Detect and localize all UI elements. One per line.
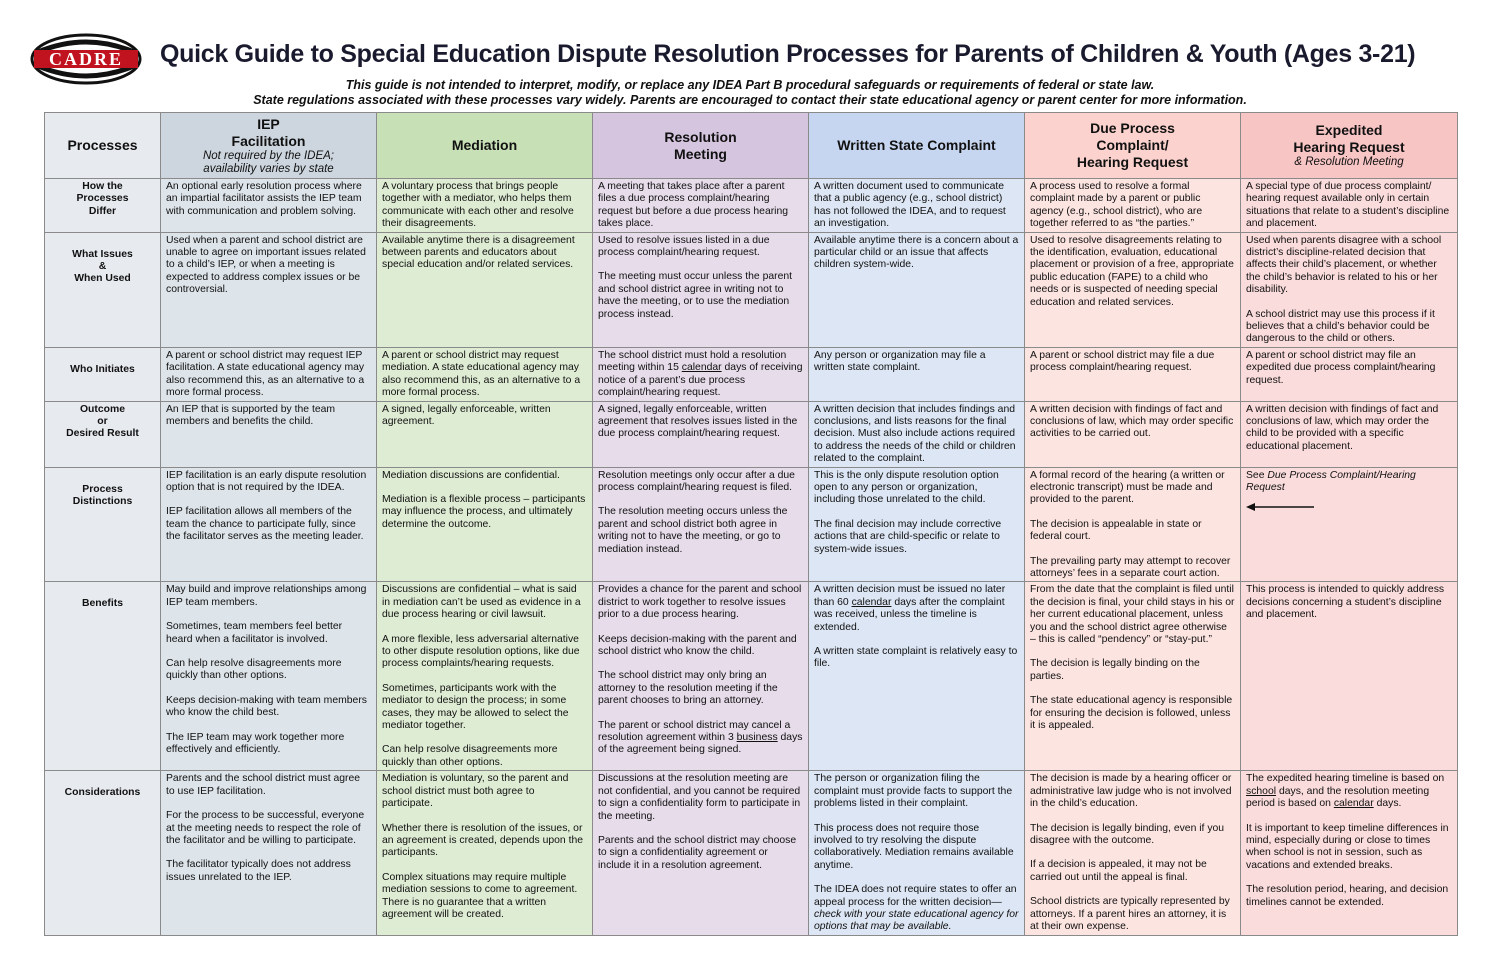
cell-issues-resolution: Used to resolve issues listed in a due process complaint/hearing request. The meeting must occur unless the parent and school district agree in writing not to have the meeting, or to use the mediation process instead. [593, 232, 809, 347]
cell-distinctions-due-process: A formal record of the hearing (a written or electronic transcript) must be made and provided to the parent. The decision is appealable in state or federal court. The prevailing party may attempt to recover attorneys’ fees in a separate court action. [1025, 467, 1241, 582]
cell-initiates-mediation: A parent or school district may request mediation. A state educational agency may also recommend this, as an alternative to a more formal process. [377, 347, 593, 401]
cell-considerations-iep: Parents and the school district must agree to use IEP facilitation. For the process to be successful, everyone at the meeting needs to respect the role of the facilitator and be willing to participate. The facilitator typically does not address issues unrelated to the IEP. [161, 771, 377, 935]
header-mediation: Mediation [377, 113, 593, 179]
header-expedited [1241, 113, 1458, 179]
cell-benefits-due-process: From the date that the complaint is filed until the decision is final, your child stays in his or her current educational placement, unless you and the school district agree otherwise – this is called “pendency” or “stay-put.” The decision is legally binding on the parties. The state educational agency is responsible for ensuring the decision is followed, unless it is appealed. [1025, 582, 1241, 771]
header-exp-line2: Hearing Request [1293, 139, 1405, 155]
row-considerations [45, 771, 1458, 935]
cell-distinctions-wsc: This is the only dispute resolution option open to any person or organization, including those unrelated to the child. The final decision may include corrective actions that are child-specific or relate to system-wide issues. [809, 467, 1025, 582]
row-how-differ [45, 179, 1458, 233]
header-iep-line2: Facilitation [231, 132, 306, 149]
cell-issues-wsc: Available anytime there is a concern about a particular child or an issue that affects children system-wide. [809, 232, 1025, 347]
cell-outcome-mediation: A signed, legally enforceable, written agreement. [377, 401, 593, 467]
cell-initiates-resolution: The school district must hold a resolution meeting within 15 calendar days of receiving notice of a parent’s due process complaint/hearing request. [593, 347, 809, 401]
row-label-outcome: Outcome or Desired Result [45, 401, 161, 467]
cell-distinctions-resolution: Resolution meetings only occur after a due process complaint/hearing request is filed. The resolution meeting occurs unless the parent and school district both agree in writing not to have the meeting, or go to mediation instead. [593, 467, 809, 582]
header-res-line2: Meeting [674, 145, 727, 162]
cell-outcome-resolution: A signed, legally enforceable, written agreement that resolves issues listed in the due process complaint/hearing request. [593, 401, 809, 467]
header-dp-line1: Due Process [1090, 120, 1175, 136]
header-iep-note1: Not required by the IDEA; [202, 149, 335, 162]
page-subtitle-1: This guide is not intended to interpret, modify, or replace any IDEA Part B procedural safeguards or requirements of federal or state law. [345, 78, 1155, 92]
cell-distinctions-expedited: See Due Process Complaint/Hearing Request [1241, 467, 1458, 582]
row-label-how-differ: How the Processes Differ [45, 179, 161, 233]
cell-considerations-expedited: The expedited hearing timeline is based on school days, and the resolution meeting period is based on calendar days. It is important to keep timeline differences in mind, especially during or close to times when school is not in session, such as vacations and extended breaks. The resolution period, hearing, and decision timelines cannot be extended. [1241, 771, 1458, 935]
header-row [45, 113, 1458, 179]
cell-outcome-due-process: A written decision with findings of fact and conclusions of law, which may order specific activities to be carried out. [1025, 401, 1241, 467]
cell-benefits-expedited: This process is intended to quickly address decisions concerning a student’s discipline and placement. [1241, 582, 1458, 771]
cell-differ-wsc: A written document used to communicate that a public agency (e.g., school district) has not followed the IDEA, and to request an investigation. [809, 179, 1025, 233]
logo-text: CADRE [48, 49, 124, 69]
cell-outcome-wsc: A written decision that includes findings and conclusions, and lists reasons for the final decision. Must also include actions required to address the needs of the child or children related to the complaint. [809, 401, 1025, 467]
row-label-considerations: Considerations [45, 771, 161, 935]
row-label-what-issues: What Issues & When Used [45, 232, 161, 347]
cell-considerations-resolution: Discussions at the resolution meeting are not confidential, and you cannot be required to sign a confidentiality form to participate in the meeting. Parents and the school district may choose to sign a confidentiality agreement or include it in a resolution agreement. [593, 771, 809, 935]
cell-considerations-due-process: The decision is made by a hearing officer or administrative law judge who is not involved in the child’s education. The decision is legally binding, even if you disagree with the outcome. If a decision is appealed, it may not be carried out until the appeal is final. School districts are typically represented by attorneys. If a parent hires an attorney, it is at their own expense. [1025, 771, 1241, 935]
left-arrow-icon [1246, 502, 1316, 512]
cell-initiates-expedited: A parent or school district may file an expedited due process complaint/hearing request. [1241, 347, 1458, 401]
row-outcome [45, 401, 1458, 467]
row-label-who-initiates: Who Initiates [45, 347, 161, 401]
header-iep-facilitation [161, 113, 377, 179]
row-distinctions [45, 467, 1458, 582]
page-subtitle-2: State regulations associated with these processes vary widely. Parents are encouraged to contact their state educational agency or parent center for more information. [253, 93, 1247, 107]
cell-differ-iep: An optional early resolution process where an impartial facilitator assists the IEP team with communication and problem solving. [161, 179, 377, 233]
header-exp-line1: Expedited [1315, 122, 1383, 138]
cell-issues-expedited: Used when parents disagree with a school district’s discipline-related decision that affects their child’s placement, or whether the child’s behavior is related to his or her disability. A school district may use this process if it believes that a child’s behavior could be dangerous to the child or others. [1241, 232, 1458, 347]
cell-initiates-wsc: Any person or organization may file a written state complaint. [809, 347, 1025, 401]
cell-differ-mediation: A voluntary process that brings people together with a mediator, who helps them communicate with each other and resolve their disagreements. [377, 179, 593, 233]
cell-initiates-due-process: A parent or school district may file a due process complaint/hearing request. [1025, 347, 1241, 401]
cell-differ-resolution: A meeting that takes place after a parent files a due process complaint/hearing request but before a due process hearing takes place. [593, 179, 809, 233]
header-dp-line3: Hearing Request [1076, 154, 1189, 170]
cell-distinctions-mediation: Mediation discussions are confidential. Mediation is a flexible process – participants may influence the process, and ultimately determine the outcome. [377, 467, 593, 582]
header-exp-note: & Resolution Meeting [1294, 156, 1404, 168]
header-iep-note2: availability varies by state [203, 162, 334, 175]
cell-differ-due-process: A process used to resolve a formal complaint made by a parent or public agency (e.g., school district), who are together referred to as “the parties.” [1025, 179, 1241, 233]
row-label-distinctions: Process Distinctions [45, 467, 161, 582]
cell-benefits-mediation: Discussions are confidential – what is said in mediation can’t be used as evidence in a due process hearing or civil lawsuit. A more flexible, less adversarial alternative to other dispute resolution options, like due process complaints/hearing requests. Sometimes, participants work with the mediator to design the process; in some cases, they may be allowed to select the mediator together. Can help resolve disagreements more quickly than other options. [377, 582, 593, 771]
cadre-logo [28, 30, 144, 88]
cell-issues-mediation: Available anytime there is a disagreement between parents and educators about special education and/or related services. [377, 232, 593, 347]
cell-issues-iep: Used when a parent and school district are unable to agree on important issues related to a child’s IEP, or when a meeting is expected to address complex issues or be controversial. [161, 232, 377, 347]
header-written-state-complaint: Written State Complaint [809, 113, 1025, 179]
row-benefits [45, 582, 1458, 771]
cell-considerations-mediation: Mediation is voluntary, so the parent and school district must both agree to participate. Whether there is resolution of the issues, or an agreement is created, depends upon the participants. Complex situations may require multiple mediation sessions to come to agreement. There is no guarantee that a written agreement will be created. [377, 771, 593, 935]
cell-differ-expedited: A special type of due process complaint/ hearing request available only in certain situations that relate to a student’s discipline and placement. [1241, 179, 1458, 233]
cell-outcome-iep: An IEP that is supported by the team members and benefits the child. [161, 401, 377, 467]
cell-benefits-iep: May build and improve relationships among IEP team members. Sometimes, team members feel better heard when a facilitator is involved. Can help resolve disagreements more quickly than other options. Keeps decision-making with team members who know the child best. The IEP team may work together more effectively and efficiently. [161, 582, 377, 771]
row-who-initiates [45, 347, 1458, 401]
header-due-process [1025, 113, 1241, 179]
cell-considerations-wsc: The person or organization filing the complaint must provide facts to support the problems listed in their complaint. This process does not require those involved to try resolving the dispute collaboratively. Mediation remains available anytime. The IDEA does not require states to offer an appeal process for the written decision—check with your state educational agency for options that may be available. [809, 771, 1025, 935]
header-res-line1: Resolution [664, 128, 737, 145]
header-dp-line2: Complaint/ [1096, 137, 1169, 153]
cell-issues-due-process: Used to resolve disagreements relating to the identification, evaluation, educational placement or provision of a free, appropriate public education (FAPE) to a child who needs or is suspected of needing special education and related services. [1025, 232, 1241, 347]
cell-distinctions-iep: IEP facilitation is an early dispute resolution option that is not required by the IDEA. IEP facilitation allows all members of the team the chance to participate fully, since the facilitator serves as the meeting leader. [161, 467, 377, 582]
header-processes: Processes [45, 113, 161, 179]
page-title: Quick Guide to Special Education Dispute Resolution Processes for Parents of Children & Youth (Ages 3-21) [160, 40, 1416, 68]
cell-benefits-wsc: A written decision must be issued no later than 60 calendar days after the complaint was received, unless the timeline is extended. A written state complaint is relatively easy to file. [809, 582, 1025, 771]
cell-outcome-expedited: A written decision with findings of fact and conclusions of law, which may order the child to be provided with a specific educational placement. [1241, 401, 1458, 467]
header-resolution-meeting [593, 113, 809, 179]
dispute-resolution-table [44, 112, 1458, 936]
row-label-benefits: Benefits [45, 582, 161, 771]
row-what-issues [45, 232, 1458, 347]
cell-initiates-iep: A parent or school district may request IEP facilitation. A state educational agency may also recommend this, as an alternative to a more formal process. [161, 347, 377, 401]
cell-benefits-resolution: Provides a chance for the parent and school district to work together to resolve issues prior to a due process hearing. Keeps decision-making with the parent and school district who know the child. The school district may only bring an attorney to the resolution meeting if the parent chooses to bring an attorney. The parent or school district may cancel a resolution agreement within 3 business days of the agreement being signed. [593, 582, 809, 771]
header-iep-line1: IEP [257, 115, 280, 132]
